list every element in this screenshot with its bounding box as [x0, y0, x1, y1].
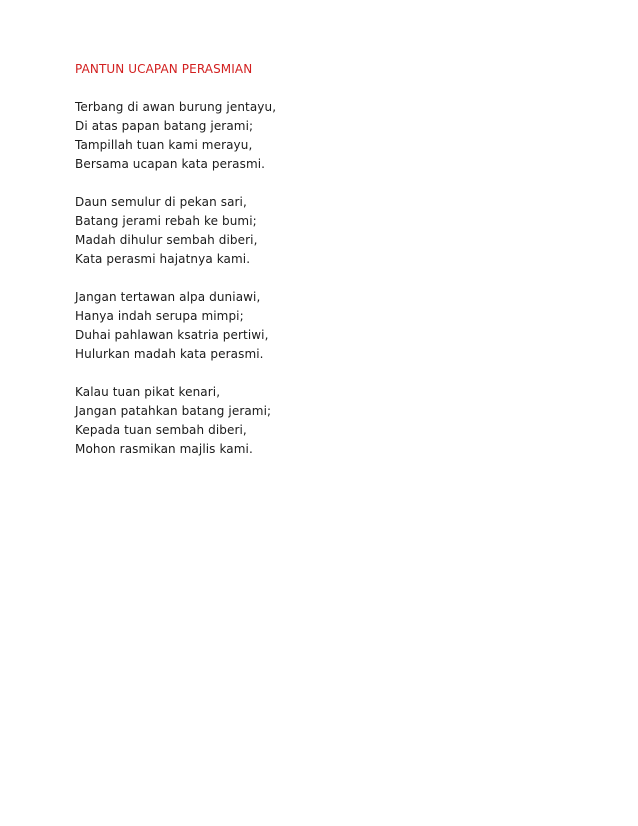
poem-line: Tampillah tuan kami merayu, — [75, 138, 253, 152]
poem-line: Bersama ucapan kata perasmi. — [75, 157, 266, 171]
poem-line: Hanya indah serupa mimpi; — [75, 309, 244, 323]
stanza-2 — [75, 193, 575, 269]
poem-line: Di atas papan batang jerami; — [75, 119, 254, 133]
poem-line: Terbang di awan burung jentayu, — [75, 100, 277, 114]
title-spacer — [75, 79, 575, 98]
document-title: PANTUN UCAPAN PERASMIAN — [75, 62, 253, 76]
poem-line: Kepada tuan sembah diberi, — [75, 423, 247, 437]
document-content — [75, 60, 575, 478]
poem-line: Duhai pahlawan ksatria pertiwi, — [75, 328, 269, 342]
stanza-3 — [75, 288, 575, 364]
stanza-4 — [75, 383, 575, 459]
stanza-1 — [75, 98, 575, 174]
poem-line: Kata perasmi hajatnya kami. — [75, 252, 251, 266]
poem-line: Batang jerami rebah ke bumi; — [75, 214, 257, 228]
poem-line: Jangan patahkan batang jerami; — [75, 404, 272, 418]
poem-line: Madah dihulur sembah diberi, — [75, 233, 258, 247]
poem-line: Hulurkan madah kata perasmi. — [75, 347, 264, 361]
poem-line: Kalau tuan pikat kenari, — [75, 385, 221, 399]
poem-line: Daun semulur di pekan sari, — [75, 195, 247, 209]
poem-line: Jangan tertawan alpa duniawi, — [75, 290, 261, 304]
poem-line: Mohon rasmikan majlis kami. — [75, 442, 253, 456]
